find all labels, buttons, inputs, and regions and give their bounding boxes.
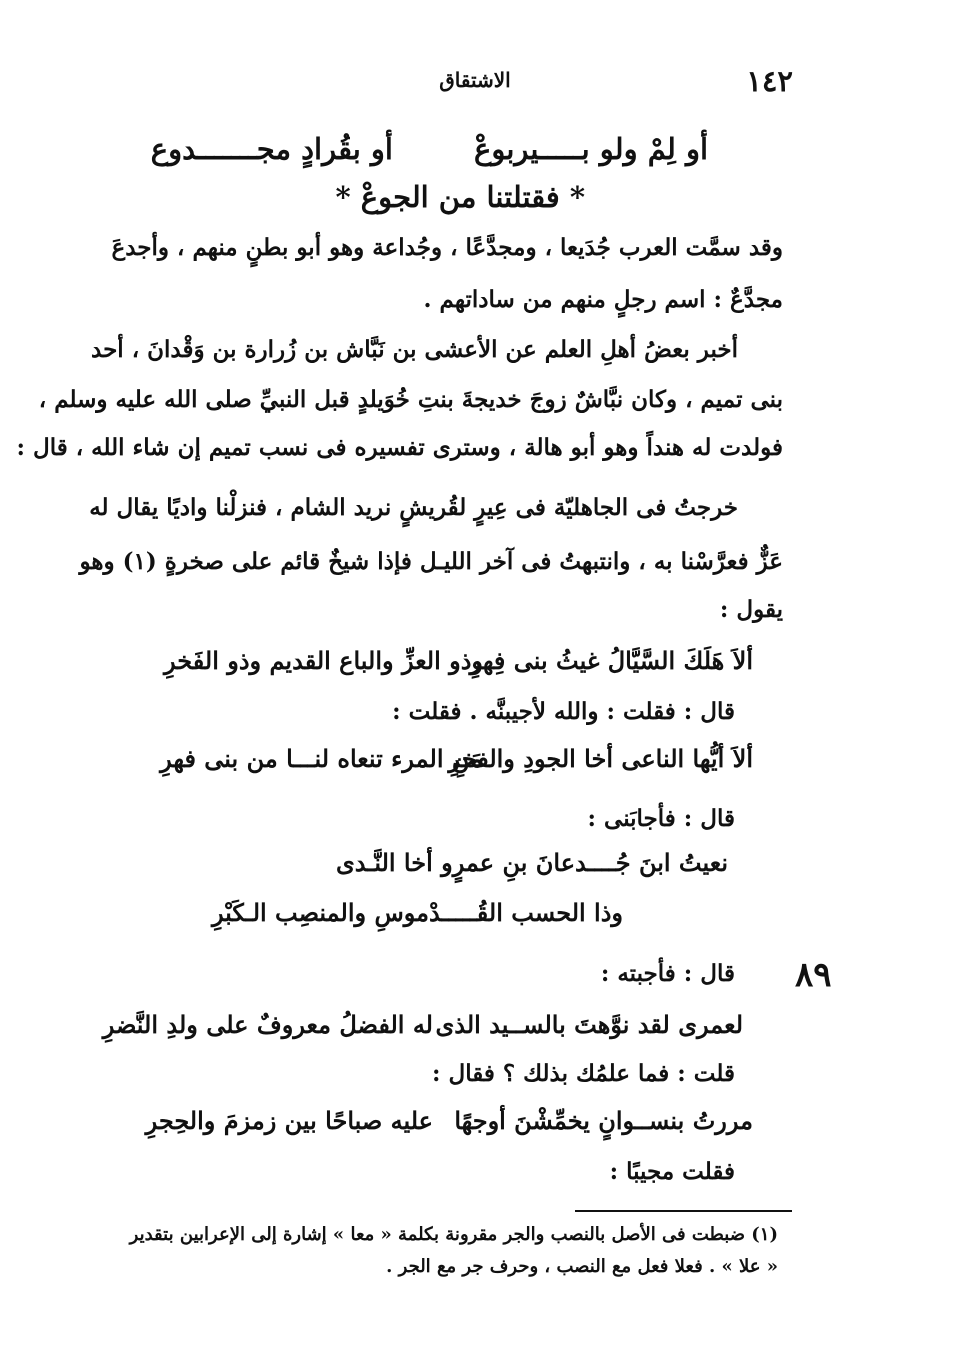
opening-verse-left-hemistich: أو بقُرادٍ مجـــــــدوع	[150, 132, 393, 166]
paragraph-3-line-3: يقول :	[719, 596, 783, 623]
narration-cue-4: قلت : فما علمُك بذلك ؟ فقال :	[432, 1060, 735, 1087]
narration-cue-3: قال : فأجبته :	[600, 960, 735, 987]
paragraph-1-line-2: مجدَّعٌ : اسم رجلٍ منهم من ساداتهم .	[423, 286, 783, 313]
verse-4-right-hemistich: لعمرى لقد نوَّهتَ بالســيد الذى	[435, 1010, 743, 1039]
verse-2-left-hemistich: مَنِ المرء تنعاه لنـــا من بنى فهرِ	[160, 744, 483, 773]
footnote-divider	[575, 1210, 792, 1212]
narration-cue-5: فقلت مجيبًا :	[609, 1158, 735, 1185]
running-head: الاشتقاق	[439, 68, 511, 92]
narration-cue-2: قال : فأجابَنى :	[587, 805, 735, 832]
verse-3-second-hemistich: وذا الحسب القُـــــدْموسِ والمنصِب الـكَبْرِ	[211, 898, 623, 927]
verse-1-left-hemistich: وذو العزِّ والباع القديم وذو الفَخرِ	[164, 646, 483, 675]
paragraph-2-line-1: أخبر بعضُ أهلِ العلم عن الأعشى بن نَبَّاش بن زُرارة بن وَقْدانَ ، أحد	[91, 336, 738, 363]
opening-verse-right-hemistich: أو لِمْ ولو بـــــيربوعْ	[474, 132, 708, 166]
verse-5-right-hemistich: مررتُ بنســوانٍ يخمِّشْنَ أوجهًا	[454, 1106, 753, 1135]
verse-1-right-hemistich: ألاَ هَلَكَ السَّيَّالُ غيثُ بنى فِهرِ	[469, 646, 753, 675]
verse-2-right-hemistich: ألاَ أيُّها الناعى أخا الجودِ والفخرِ	[448, 744, 753, 773]
footnote-line-1: (١) ضبطت فى الأصل بالنصب والجر مقرونة بكلمة « معا » إشارة إلى الإعرابين بتقدير	[129, 1224, 778, 1245]
paragraph-1-line-1: وقد سمَّت العرب جُدَيعا ، ومجدَّعًا ، وجُداعة وهو أبو بطنٍ منهم ، وأجدعَ	[111, 234, 783, 261]
paragraph-3-line-2: عَزٌّ فعرَّسْنا به ، وانتبهتُ فى آخر الليـل فإذا شيخٌ قائم على صخرةٍ (١) وهو	[79, 548, 783, 575]
verse-4-left-hemistich: له الفضلُ معروفٌ على ولدِ النَّضرِ	[102, 1010, 433, 1039]
page-number: ١٤٢	[746, 64, 793, 98]
paragraph-2-line-2: بنى تميم ، وكان نبَّاشٌ زوجَ خديجةَ بنتِ خُوَيلدٍ قبل النبيِّ صلى الله عليه وسلم ،	[38, 386, 783, 413]
paragraph-3-line-1: خرجتُ فى الجاهليّة فى عِيرٍ لقُريشٍ نريد الشام ، فنزلْنا واديًا يقال له	[89, 494, 738, 521]
verse-5-left-hemistich: عليه صباحًا بين زمزمَ والحِجرِ	[145, 1106, 433, 1135]
footnote-line-2: « علا » . فعلا فعل مع النصب ، وحرف جر مع الجر .	[386, 1256, 778, 1277]
margin-section-number: ٨٩	[795, 955, 832, 995]
opening-verse-final-line: * فقتلتنا من الجوعْ *	[335, 180, 585, 214]
narration-cue-1: قال : فقلت : والله لأجيبنَّه . فقلت :	[392, 698, 735, 725]
paragraph-2-line-3: فولدت له هنداً وهو أبو هالة ، وسترى تفسيره فى نسب تميم إن شاء الله ، قال :	[16, 434, 783, 461]
verse-3-first-hemistich: نعيتُ ابنَ جُــــدعانَ بنِ عمرٍو أخا النَّـدى	[335, 848, 728, 877]
